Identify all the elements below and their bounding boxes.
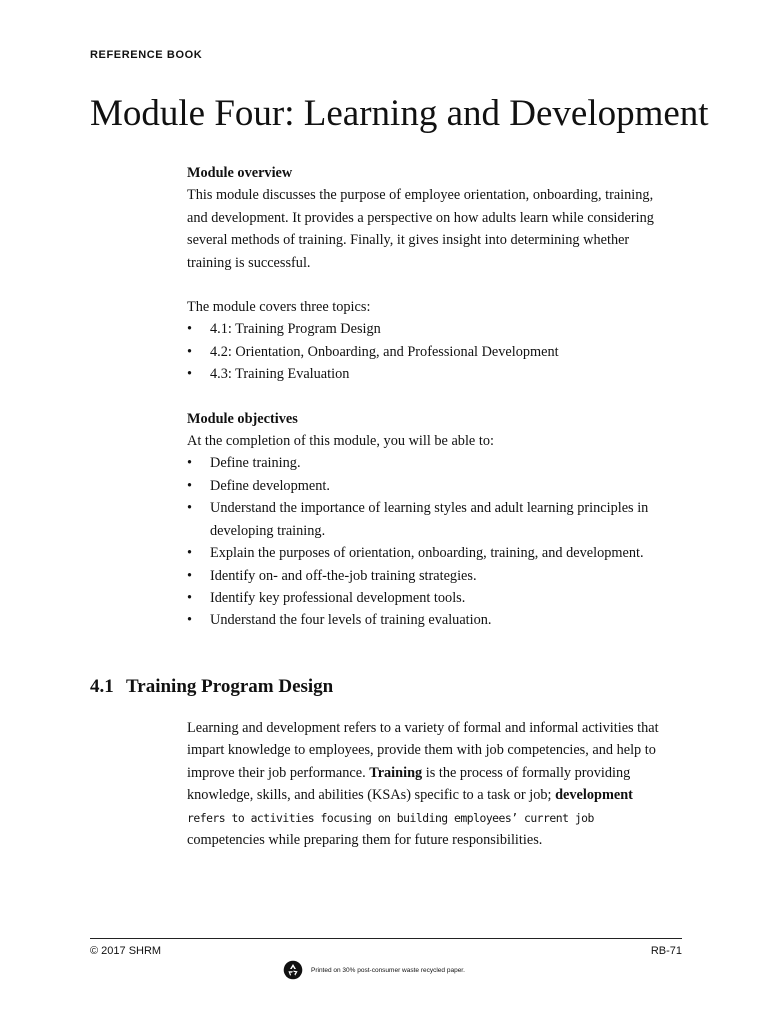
objective-item: • Explain the purposes of orientation, onboarding, training, and development.: [187, 542, 667, 564]
topic-item: • 4.3: Training Evaluation: [187, 363, 667, 385]
topic-item: • 4.1: Training Program Design: [187, 318, 667, 340]
recycled-text: Printed on 30% post-consumer waste recycled paper.: [311, 966, 465, 974]
term-training: Training: [369, 764, 423, 781]
section-number: 4.1: [90, 676, 114, 697]
objective-item: • Define development.: [187, 475, 667, 497]
objectives-heading: Module objectives: [187, 410, 298, 427]
objective-item: • Identify key professional development tools.: [187, 587, 667, 609]
topics-list: [187, 318, 667, 385]
objective-item: • Understand the four levels of training evaluation.: [187, 609, 667, 631]
recycled-note: [283, 960, 465, 980]
objectives-intro: At the completion of this module, you will be able to:: [187, 433, 494, 450]
recycle-icon: [283, 960, 303, 980]
overview-text: This module discusses the purpose of employee orientation, onboarding, training, and development. It provides a perspective on how adults learn while considering several methods of training. Finally, it gives insight into determining whether training is successful.: [187, 187, 654, 271]
section-title: Training Program Design: [126, 676, 334, 697]
objectives-list: [187, 452, 667, 631]
page-title: Module Four: Learning and Development: [90, 93, 709, 134]
paragraph-text: Learning and development refers to a variety of formal and informal activities that impart knowledge to employees, provide them with job competencies, and help to improve their job performance.: [187, 720, 659, 781]
objective-item: • Understand the importance of learning styles and adult learning principles in developing training.: [187, 497, 667, 542]
paragraph-text: is the process of formally providing knowledge, skills, and abilities (KSAs) specific to a task or job;: [187, 764, 631, 804]
topics-intro: The module covers three topics:: [187, 299, 371, 316]
objective-item: • Identify on- and off-the-job training strategies.: [187, 565, 667, 587]
topic-item: • 4.2: Orientation, Onboarding, and Professional Development: [187, 341, 667, 363]
header-label: REFERENCE BOOK: [90, 49, 203, 61]
objective-item: • Define training.: [187, 452, 667, 474]
overview-heading: Module overview: [187, 165, 293, 181]
footer-page-number: RB-71: [650, 945, 682, 957]
term-development: development: [555, 787, 633, 804]
section-heading: [90, 676, 333, 698]
paragraph-text: competencies while preparing them for future responsibilities.: [187, 832, 543, 849]
footer-rule: [90, 938, 682, 939]
paragraph-text: refers to activities focusing on building employees’ current job: [187, 810, 594, 825]
footer-copyright: © 2017 SHRM: [90, 945, 162, 957]
section-paragraph: [187, 717, 667, 851]
module-content: [187, 162, 667, 632]
